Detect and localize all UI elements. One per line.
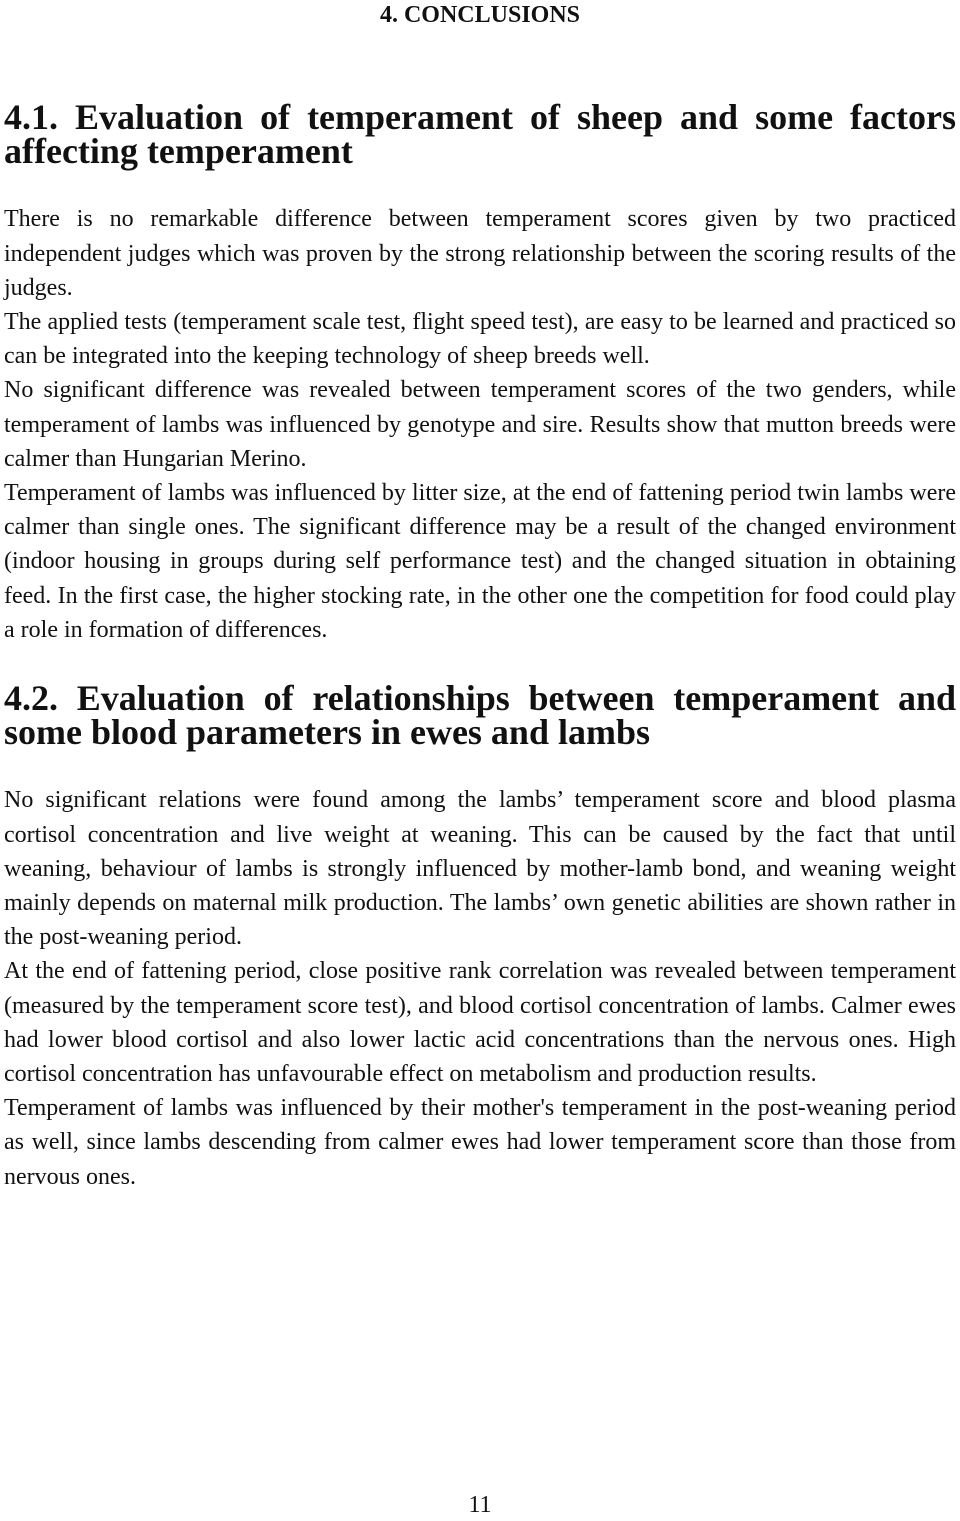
section-blood-parameters [4, 678, 956, 1194]
page-number: 11 [468, 1492, 492, 1518]
paragraph: At the end of fattening period, close positive rank correlation was revealed between temperament (measured by the temperament score test), and blood cortisol concentration of lambs. Calmer ewes had lower blood cortisol and also lower lactic acid concentrations than the nervous ones. High cortisol concentration has unfavourable effect on metabolism and production results. [4, 958, 956, 1088]
section-heading: 4.1. Evaluation of temperament of sheep and some factors affecting temperament [4, 97, 956, 172]
paragraph: Temperament of lambs was influenced by litter size, at the end of fattening period twin lambs were calmer than single ones. The significant difference may be a result of the changed environment (indoor housing in groups during self performance test) and the changed situation in obtaining feed. In the first case, the higher stocking rate, in the other one the competition for food could play a role in formation of differences. [4, 480, 956, 643]
spacer [4, 168, 956, 202]
section-temperament-evaluation [4, 97, 956, 647]
spacer [4, 647, 956, 681]
paragraph: There is no remarkable difference between temperament scores given by two practiced independent judges which was proven by the strong relationship between the scoring results of the judges. [4, 206, 956, 301]
paragraph: No significant difference was revealed between temperament scores of the two genders, while temperament of lambs was influenced by genotype and sire. Results show that mutton breeds were calmer than Hungarian Merino. [4, 377, 956, 472]
spacer [4, 749, 956, 783]
paragraph: The applied tests (temperament scale test, flight speed test), are easy to be learned and practiced so can be integrated into the keeping technology of sheep breeds well. [4, 309, 956, 370]
paragraph: No significant relations were found among the lambs’ temperament score and blood plasma cortisol concentration and live weight at weaning. This can be caused by the fact that until weaning, behaviour of lambs is strongly influenced by mother-lamb bond, and weaning weight mainly depends on maternal milk production. The lambs’ own genetic abilities are shown rather in the post-weaning period. [4, 787, 956, 951]
chapter-title: 4. CONCLUSIONS [379, 2, 581, 28]
page-content [4, 97, 956, 1194]
paragraph: Temperament of lambs was influenced by their mother's temperament in the post-weaning period as well, since lambs descending from calmer ewes had lower temperament score than those from nervous ones. [4, 1095, 956, 1190]
section-heading: 4.2. Evaluation of relationships between temperament and some blood parameters in ewes and lambs [4, 678, 956, 753]
